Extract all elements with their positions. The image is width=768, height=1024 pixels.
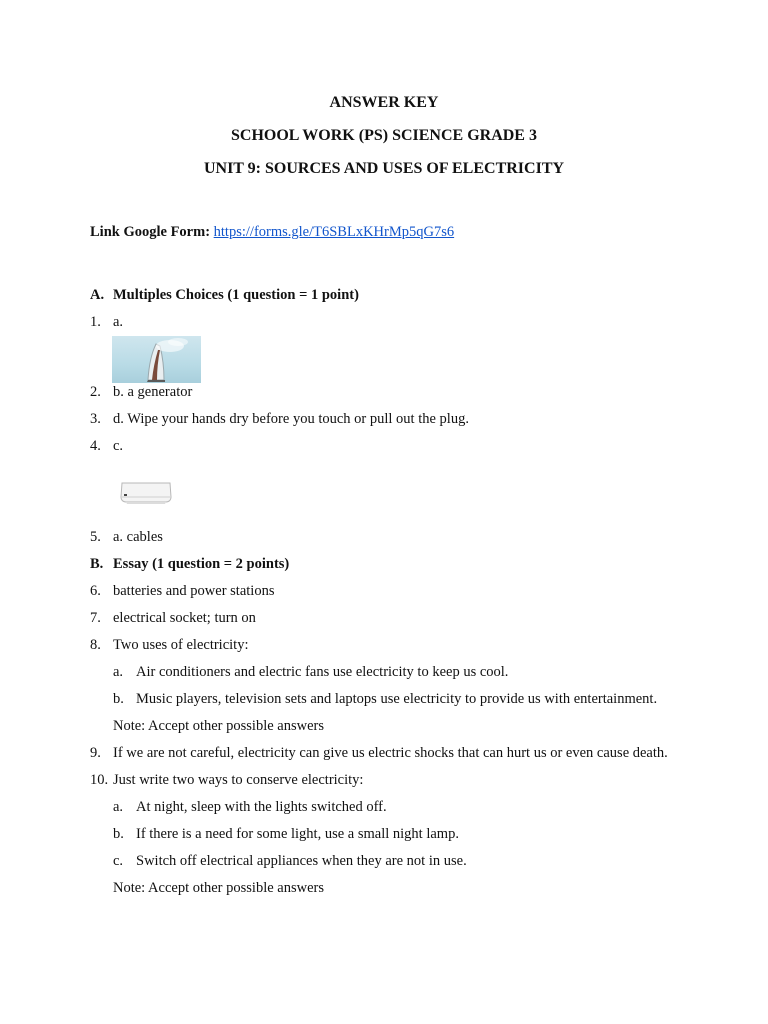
- q10-item-letter: b.: [113, 826, 124, 842]
- section-b-letter: B.: [90, 556, 104, 572]
- q3-answer: d. Wipe your hands dry before you touch or pull out the plug.: [113, 411, 469, 427]
- q2-answer: b. a generator: [113, 384, 193, 400]
- q10-item-text: Switch off electrical appliances when they are not in use.: [136, 853, 467, 869]
- q10-item-text: At night, sleep with the lights switched off.: [136, 799, 387, 815]
- q8-item-text: Music players, television sets and laptops use electricity to provide us with entertainment.: [136, 691, 658, 707]
- q7-answer: electrical socket; turn on: [113, 610, 256, 626]
- q8-item-letter: a.: [113, 664, 124, 680]
- q8-answer: Two uses of electricity:: [113, 637, 249, 653]
- doc-title: ANSWER KEY: [329, 94, 439, 111]
- q8-item-letter: b.: [113, 691, 124, 707]
- google-form-link[interactable]: https://forms.gle/T6SBLxKHrMp5qG7s6: [213, 224, 455, 240]
- q1-number: 1.: [90, 314, 101, 330]
- q9-number: 9.: [90, 745, 101, 761]
- q10-item-letter: c.: [113, 853, 124, 869]
- link-label: Link Google Form:: [90, 224, 211, 240]
- q5-answer: a. cables: [113, 529, 163, 545]
- electric-iron-icon: [112, 336, 201, 383]
- doc-subtitle: SCHOOL WORK (PS) SCIENCE GRADE 3: [231, 127, 537, 144]
- unit-title: UNIT 9: SOURCES AND USES OF ELECTRICITY: [203, 160, 565, 177]
- q6-answer: batteries and power stations: [113, 583, 275, 599]
- q8-note: Note: Accept other possible answers: [113, 718, 325, 734]
- section-a-title: Multiples Choices (1 question = 1 point): [113, 287, 359, 303]
- q1-answer: a.: [113, 314, 124, 330]
- q8-item-text: Air conditioners and electric fans use electricity to keep us cool.: [136, 664, 509, 680]
- q8-number: 8.: [90, 637, 101, 653]
- q10-number: 10.: [90, 772, 109, 788]
- q10-note: Note: Accept other possible answers: [113, 880, 325, 896]
- section-b-title: Essay (1 question = 2 points): [113, 556, 290, 572]
- q9-answer: If we are not careful, electricity can give us electric shocks that can hurt us or even cause death.: [113, 745, 668, 761]
- q6-number: 6.: [90, 583, 101, 599]
- google-form-line: [90, 224, 454, 241]
- q7-number: 7.: [90, 610, 101, 626]
- q10-item-letter: a.: [113, 799, 124, 815]
- q4-number: 4.: [90, 438, 101, 454]
- q2-number: 2.: [90, 384, 101, 400]
- q10-item-text: If there is a need for some light, use a small night lamp.: [136, 826, 459, 842]
- air-conditioner-icon: [112, 463, 176, 523]
- q3-number: 3.: [90, 411, 101, 427]
- q4-answer: c.: [113, 438, 124, 454]
- section-a-letter: A.: [90, 287, 105, 303]
- q5-number: 5.: [90, 529, 101, 545]
- q10-answer: Just write two ways to conserve electricity:: [113, 772, 364, 788]
